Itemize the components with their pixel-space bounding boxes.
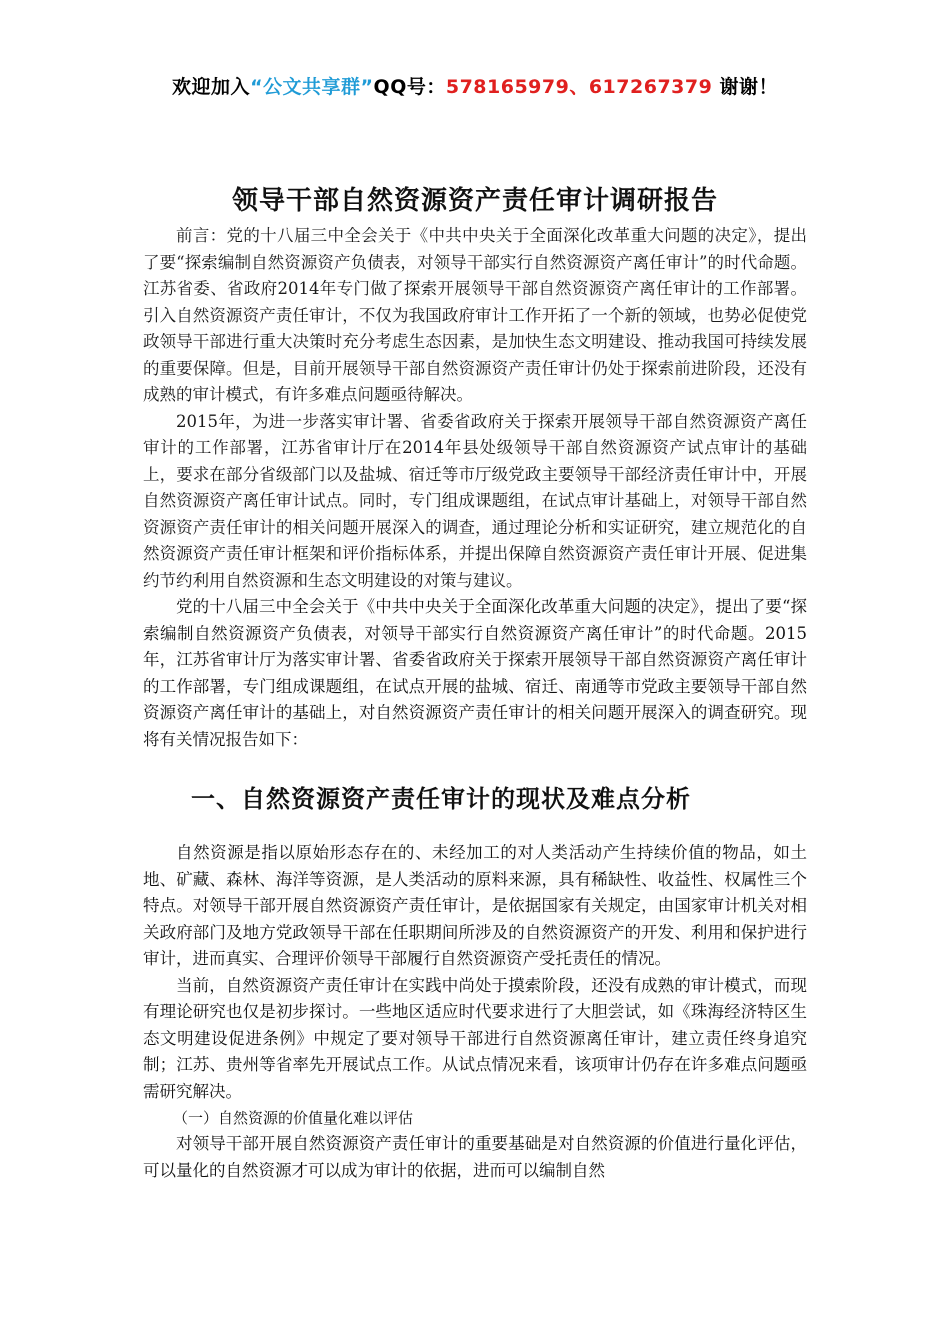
promo-header xyxy=(0,72,950,99)
paragraph-current-status: 当前，自然资源资产责任审计在实践中尚处于摸索阶段，还没有成熟的审计模式，而现有理论研究也仅是初步探讨。一些地区适应时代要求进行了大胆尝试，如《珠海经济特区生态文明建设促进条例》中规定了要对领导干部进行自然资源离任审计，建立责任终身追究制；江苏、贵州等省率先开展试点工作。从试点情况来看，该项审计仍存在许多难点问题亟需研究解决。 xyxy=(143,975,807,1101)
document-body xyxy=(143,180,807,1184)
subsection-1-title: （一）自然资源的价值量化难以评估 xyxy=(173,1109,414,1127)
paragraph-valuation: 对领导干部开展自然资源资产责任审计的重要基础是对自然资源的价值进行量化评估，可以量化的自然资源才可以成为审计的依据，进而可以编制自然 xyxy=(143,1134,807,1180)
header-suffix: 谢谢！ xyxy=(712,76,778,98)
header-prefix: 欢迎加入 xyxy=(172,76,251,98)
document-title: 领导干部自然资源资产责任审计调研报告 xyxy=(231,186,718,216)
header-qq-label: QQ号： xyxy=(373,76,446,98)
paragraph-2015: 2015年，为进一步落实审计署、省委省政府关于探索开展领导干部自然资源资产离任审计的工作部署，江苏省审计厅在2014年县处级领导干部自然资源资产试点审计的基础上，要求在部分省级部门以及盐城、宿迁等市厅级党政主要领导干部经济责任审计中，开展自然资源资产离任审计试点。同时，专门组成课题组，在试点审计基础上，对领导干部自然资源资产责任审计的相关问题开展深入的调查，通过理论分析和实证研究，建立规范化的自然资源资产责任审计框架和评价指标体系，并提出保障自然资源资产责任审计开展、促进集约节约利用自然资源和生态文明建设的对策与建议。 xyxy=(143,411,807,590)
header-brand: “公文共享群” xyxy=(250,76,374,98)
paragraph-preface: 前言：党的十八届三中全会关于《中共中央关于全面深化改革重大问题的决定》，提出了要“探索编制自然资源资产负债表，对领导干部实行自然资源资产离任审计”的时代命题。江苏省委、省政府2014年专门做了探索开展领导干部自然资源资产离任审计的工作部署。引入自然资源资产责任审计，不仅为我国政府审计工作开拓了一个新的领域，也势必促使党政领导干部进行重大决策时充分考虑生态因素，是加快生态文明建设、推动我国可持续发展的重要保障。但是，目前开展领导干部自然资源资产责任审计仍处于探索前进阶段，还没有成熟的审计模式，有许多难点问题亟待解决。 xyxy=(143,226,807,404)
paragraph-definition: 自然资源是指以原始形态存在的、未经加工的对人类活动产生持续价值的物品，如土地、矿藏、森林、海洋等资源，是人类活动的原料来源，具有稀缺性、收益性、权属性三个特点。对领导干部开展自然资源资产责任审计，是依据国家有关规定，由国家审计机关对相关政府部门及地方党政领导干部在任职期间所涉及的自然资源资产的开发、利用和保护进行审计，进而真实、合理评价领导干部履行自然资源资产受托责任的情况。 xyxy=(143,843,807,968)
header-qq-numbers: 578165979、617267379 xyxy=(445,76,713,98)
section-1-title: 一、自然资源资产责任审计的现状及难点分析 xyxy=(191,785,691,813)
paragraph-report-intro: 党的十八届三中全会关于《中共中央关于全面深化改革重大问题的决定》，提出了要“探索编制自然资源资产负债表，对领导干部实行自然资源资产离任审计”的时代命题。2015年，江苏省审计厅为落实审计署、省委省政府关于探索开展领导干部自然资源资产离任审计的工作部署，专门组成课题组，在试点开展的盐城、宿迁、南通等市党政主要领导干部自然资源资产离任审计的基础上，对自然资源资产责任审计的相关问题开展深入的调查研究。现将有关情况报告如下： xyxy=(143,597,807,749)
